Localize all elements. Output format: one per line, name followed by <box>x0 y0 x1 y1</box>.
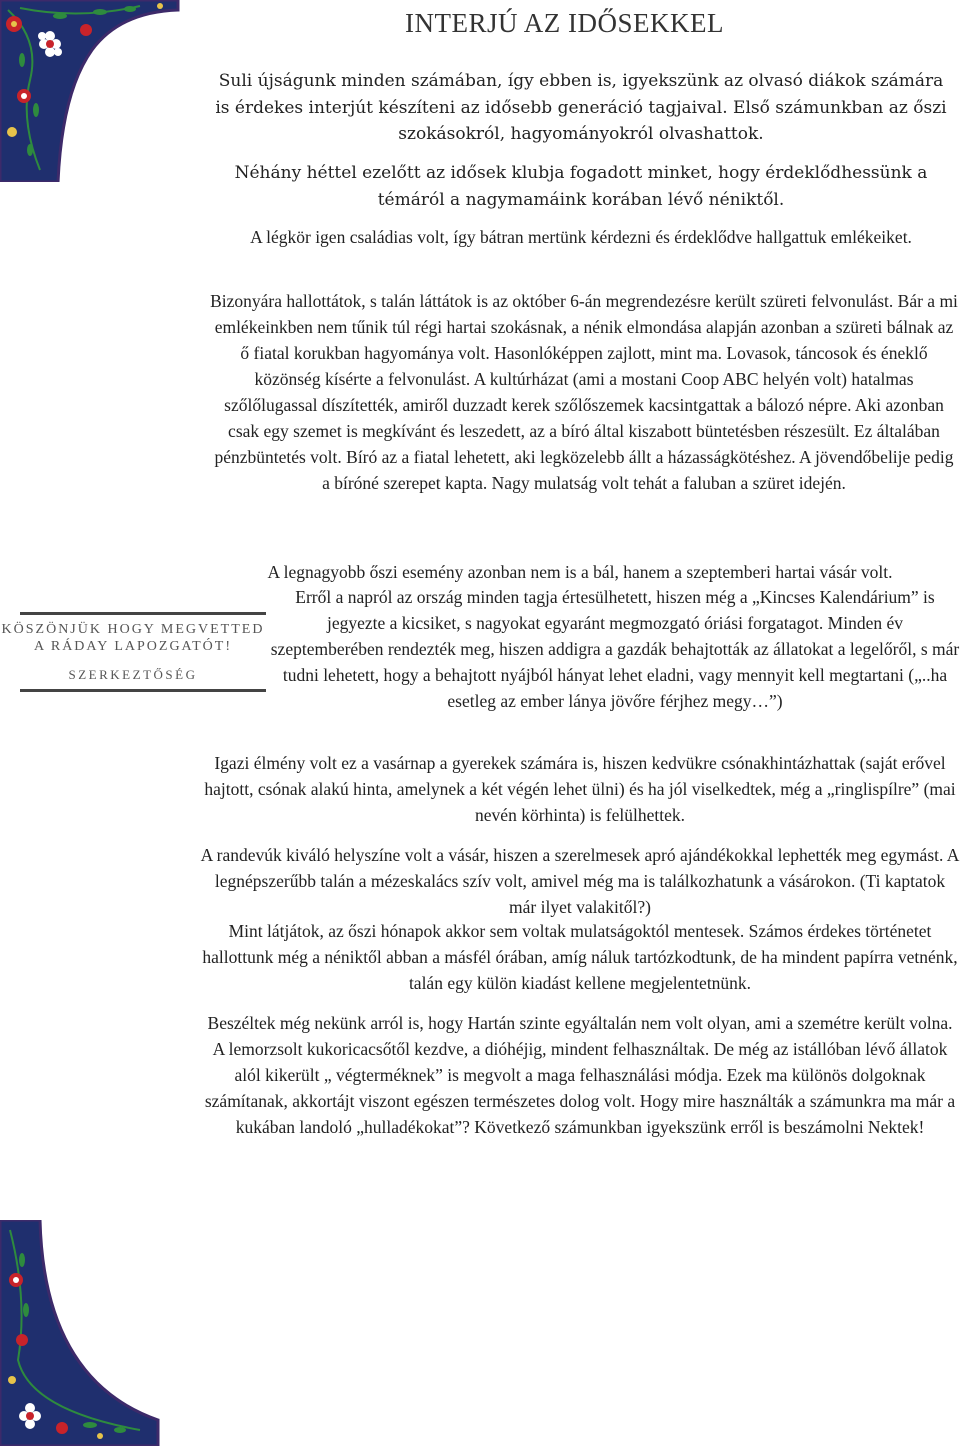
paragraph-fair-lead: A legnagyobb őszi esemény azonban nem is a bál, hanem a szeptemberi hartai vásár volt. <box>267 562 893 582</box>
paragraph-fair: Erről a napról az ország minden tagja értesülhetett, hiszen még a „Kincses Kalendárium” is jegyezte a kicsiket, s nagyokat egyaránt megmozgató óriási forgatagot. Minden év szeptemberében rendezték meg, hiszen addigra a gazdák behajtották az állatokat a legelőről, s már tudni lehetett, hogy a behajtott nyájból hányat lehet eladni, vagy mennyit kell megtartani („..ha esetleg az ember lánya jövőre férjhez megy…”) <box>270 587 960 711</box>
folk-ornament-top <box>0 0 180 182</box>
paragraph-entertain: Mint látjátok, az őszi hónapok akkor sem voltak mulatságoktól mentesek. Számos érdekes történetet hallottunk még a néniktől abban a másfél órában, amíg náluk tartózkodtunk, de ha mindent papírra vetnénk, talán egy külön kiadást kellene megjelentetnünk. <box>202 921 958 993</box>
thanks-box <box>0 612 266 692</box>
page-title: INTERJÚ AZ IDŐSEKKEL <box>405 8 724 38</box>
folk-ornament-bottom <box>0 1220 160 1446</box>
paragraph-club: Néhány héttel ezelőtt az idősek klubja fogadott minket, hogy érdeklődhessünk a témáról a nagymamáink korában lévő néniktől. <box>234 163 928 210</box>
paragraph-kids: Igazi élmény volt ez a vasárnap a gyerekek számára is, hiszen kedvükre csónakhintázhattak (saját erővel hajtott, csónak alakú hinta, amelynek a két végén lehet ülni) és ha jól viselkedtek, még a „ringlispílre” (mai nevén körhinta) is felülhettek. <box>204 753 956 825</box>
divider <box>20 689 266 692</box>
paragraph-atmosphere: A légkör igen családias volt, így bátran mertünk kérdezni és érdeklődve hallgattuk emlékeiket. <box>250 227 912 247</box>
editorial-signature: SZERKEZTŐSÉG <box>68 667 198 682</box>
paragraph-waste: Beszéltek még nekünk arról is, hogy Hartán szinte egyáltalán nem volt olyan, ami a szemétre került volna. A lemorzsolt kukoricacsőtől kezdve, a dióhéjig, mindent felhasználtak. De még az istállóban lévő állatok alól kikerült „ végterméknek” is megvolt a maga felhasználási módja. Ezek ma különös dolgoknak számítanak, akkortájt viszont egészen természetes dolog volt. Hogy mire használták a számunkra ma már a kukában landoló „hulladékokat”? Következő számunkban igyekszünk erről is beszámolni Nektek! <box>204 1013 956 1137</box>
paragraph-intro: Suli újságunk minden számában, így ebben is, igyekszünk az olvasó diákok számára is érdekes interjút készíteni az idősebb generáció tagjaival. Első számunkban az őszi szokásokról, hagyományokról olvashattok. <box>215 71 947 144</box>
paragraph-harvest: Bizonyára hallottátok, s talán láttátok is az október 6-án megrendezésre került szüreti felvonulást. Bár a mi emlékeinkben nem tűnik túl régi hartai szokásnak, a nénik elmondása alapján azonban a szüreti bálnak az ő fiatal korukban hagyománya volt. Hasonlóképpen zajlott, mint ma. Lovasok, táncosok és éneklő közönség kísérte a felvonulást. A kultúrházat (ami a mostani Coop ABC helyén volt) hatalmas szőlőlugassal díszítették, amiről duzzadt kerek szőlőszemek kacsintgattak a bálozó népre. Aki azonban csak egy szemet is megkívánt és leszedett, az a bíró által kiszabott büntetésben részesült. Ez általában pénzbüntetés volt. Bíró az a fiatal lehetett, aki legközelebb állt a házasságkötéshez. A jövendőbelije pedig a bíróné szerepet kapta. Nagy mulatság volt tehát a faluban a szüret idején. <box>210 291 958 493</box>
thanks-note: KÖSZÖNJÜK HOGY MEGVETTED A RÁDAY LAPOZGATÓT! <box>1 622 265 654</box>
paragraph-dates: A randevúk kiváló helyszíne volt a vásár, hiszen a szerelmesek apró ajándékokkal lephették meg egymást. A legnépszerűbb talán a mézeskalács szív volt, amivel még ma is találkozhatunk a vásárokon. (Ti kaptatok már ilyet valakitől?) <box>200 845 960 917</box>
